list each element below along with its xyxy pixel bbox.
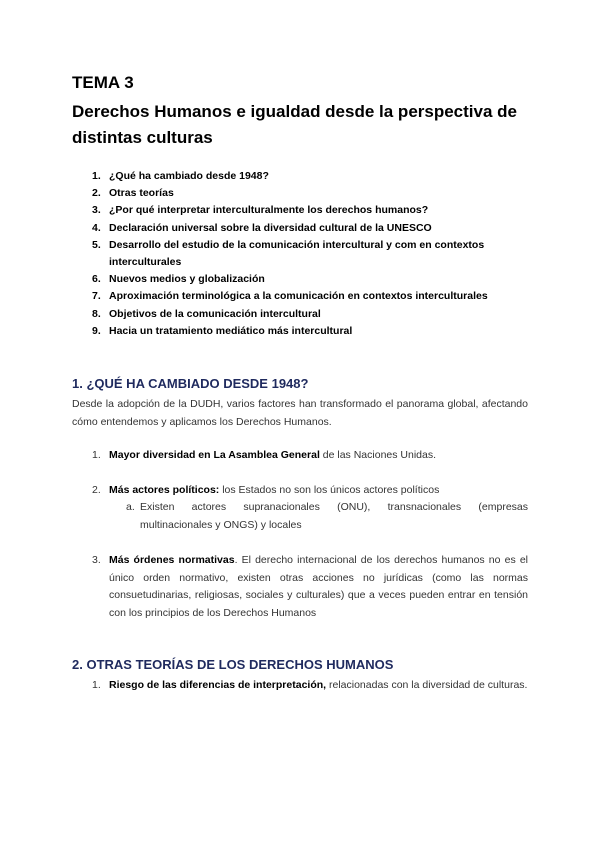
toc-item: 1. ¿Qué ha cambiado desde 1948? — [92, 170, 269, 182]
toc-item: 6. Nuevos medios y globalización — [92, 273, 265, 286]
section-2-heading: 2. OTRAS TEORÍAS DE LOS DERECHOS HUMANOS — [72, 657, 394, 672]
toc-item: 3. ¿Por qué interpretar interculturalmente los derechos humanos? — [92, 204, 429, 217]
toc-item: 2. Otras teorías — [92, 187, 174, 200]
section-2-item: 1. Riesgo de las diferencias de interpretación, relacionadas con la diversidad de culturas. — [92, 679, 528, 691]
section-1-heading: 1. ¿QUÉ HA CAMBIADO DESDE 1948? — [72, 376, 309, 391]
section-1-item: 2. Más actores políticos: los Estados no son los únicos actores políticos — [92, 484, 440, 496]
section-1-item: 3. Más órdenes normativas. El derecho internacional de los derechos humanos no es el único orden normativo, existen otras acciones no jurídicas (como las normas consuetudinarias, religiosas, sociales y culturales) que a veces pueden entrar en tensión con los principios de los Derechos Humanos — [92, 554, 529, 619]
toc-item: 4. Declaración universal sobre la diversidad cultural de la UNESCO — [92, 221, 432, 234]
tema-label: TEMA 3 — [72, 73, 134, 92]
toc-item: 7. Aproximación terminológica a la comunicación en contextos interculturales — [92, 290, 488, 303]
section-1-item: 1. Mayor diversidad en La Asamblea General de las Naciones Unidas. — [92, 449, 437, 461]
toc-item: 9. Hacia un tratamiento mediático más intercultural — [92, 324, 353, 337]
toc-item: 8. Objetivos de la comunicación intercultural — [92, 307, 321, 320]
section-1-intro: Desde la adopción de la DUDH, varios factores han transformado el panorama global, afectando cómo entendemos y aplicamos los Derechos Humanos. — [72, 398, 528, 428]
toc-item: 5. Desarrollo del estudio de la comunicación intercultural y com en contextos interculturales — [92, 238, 485, 269]
page-title: Derechos Humanos e igualdad desde la perspectiva de distintas culturas — [72, 102, 517, 147]
section-1-subitem: a. Existen actores supranacionales (ONU), transnacionales (empresas multinacionales y ONGS) y locales — [126, 501, 528, 531]
table-of-contents — [92, 168, 532, 340]
